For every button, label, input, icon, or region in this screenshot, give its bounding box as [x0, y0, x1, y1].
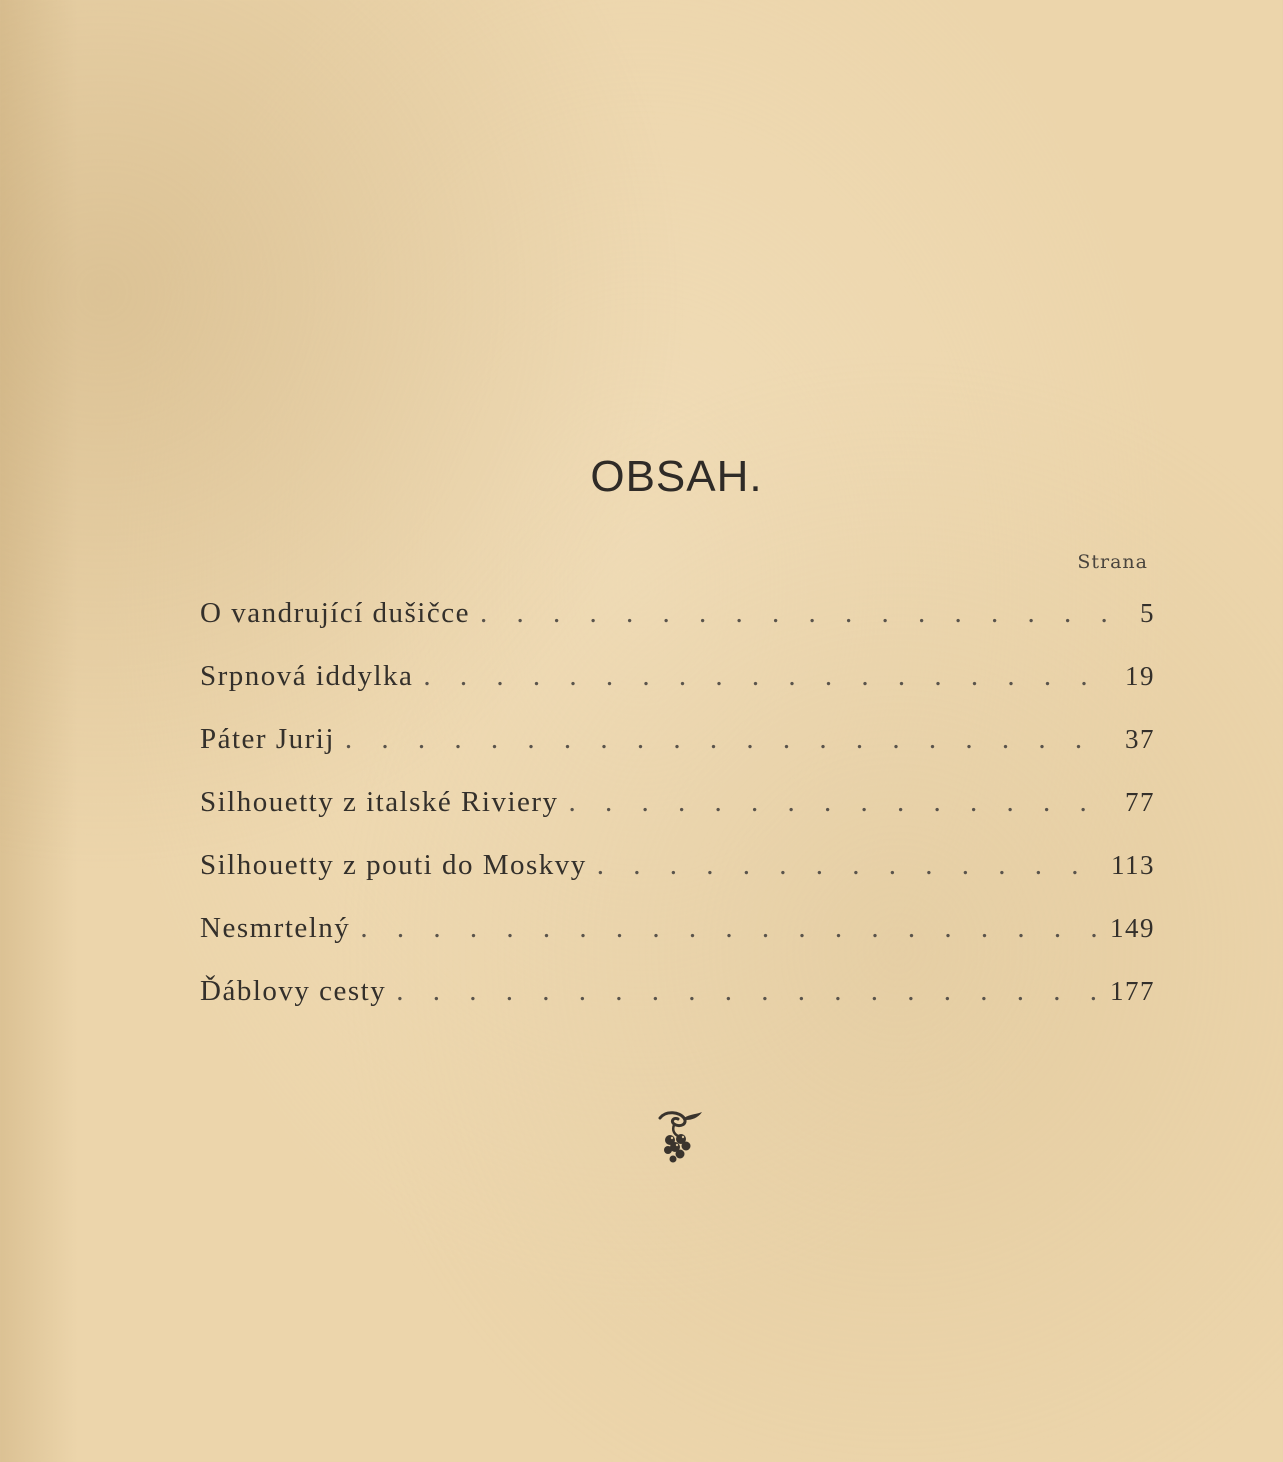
- dot-leader: [396, 975, 1100, 1008]
- toc-entry-title: O vandrující dušičce: [200, 597, 470, 629]
- toc-entry-page: 19: [1125, 661, 1155, 691]
- floral-fleuron-icon: [650, 1108, 706, 1168]
- toc-entry: [200, 660, 1155, 723]
- toc-entry: [200, 975, 1155, 1038]
- toc-entry-title: Srpnová iddylka: [200, 660, 414, 692]
- toc-entry-page: 37: [1125, 724, 1155, 754]
- toc-entry: [200, 849, 1155, 912]
- toc-entry-title: Silhouetty z pouti do Moskvy: [200, 849, 587, 881]
- toc-entry-title: Ďáblovy cesty: [200, 975, 387, 1007]
- toc-entry-title: Nesmrtelný: [200, 912, 351, 944]
- dot-leader: [569, 786, 1107, 819]
- dot-leader: [597, 849, 1101, 882]
- dot-leader: [360, 912, 1100, 945]
- toc-entry-page: 77: [1125, 787, 1155, 817]
- toc-entry-page: 149: [1110, 913, 1155, 943]
- dot-leader: [423, 660, 1107, 693]
- dot-leader: [480, 597, 1107, 630]
- page-title: OBSAH.: [590, 452, 763, 501]
- dot-leader: [345, 723, 1107, 756]
- toc-entry: [200, 786, 1155, 849]
- page-column-label: Strana: [1077, 551, 1148, 573]
- toc-entry-page: 113: [1111, 850, 1155, 880]
- toc-entry: [200, 597, 1155, 660]
- toc-entry: [200, 912, 1155, 975]
- toc-entry: [200, 723, 1155, 786]
- table-of-contents: [200, 597, 1155, 1038]
- toc-entry-page: 5: [1140, 598, 1155, 628]
- toc-entry-title: Páter Jurij: [200, 723, 335, 755]
- toc-entry-title: Silhouetty z italské Riviery: [200, 786, 559, 818]
- toc-entry-page: 177: [1110, 976, 1155, 1006]
